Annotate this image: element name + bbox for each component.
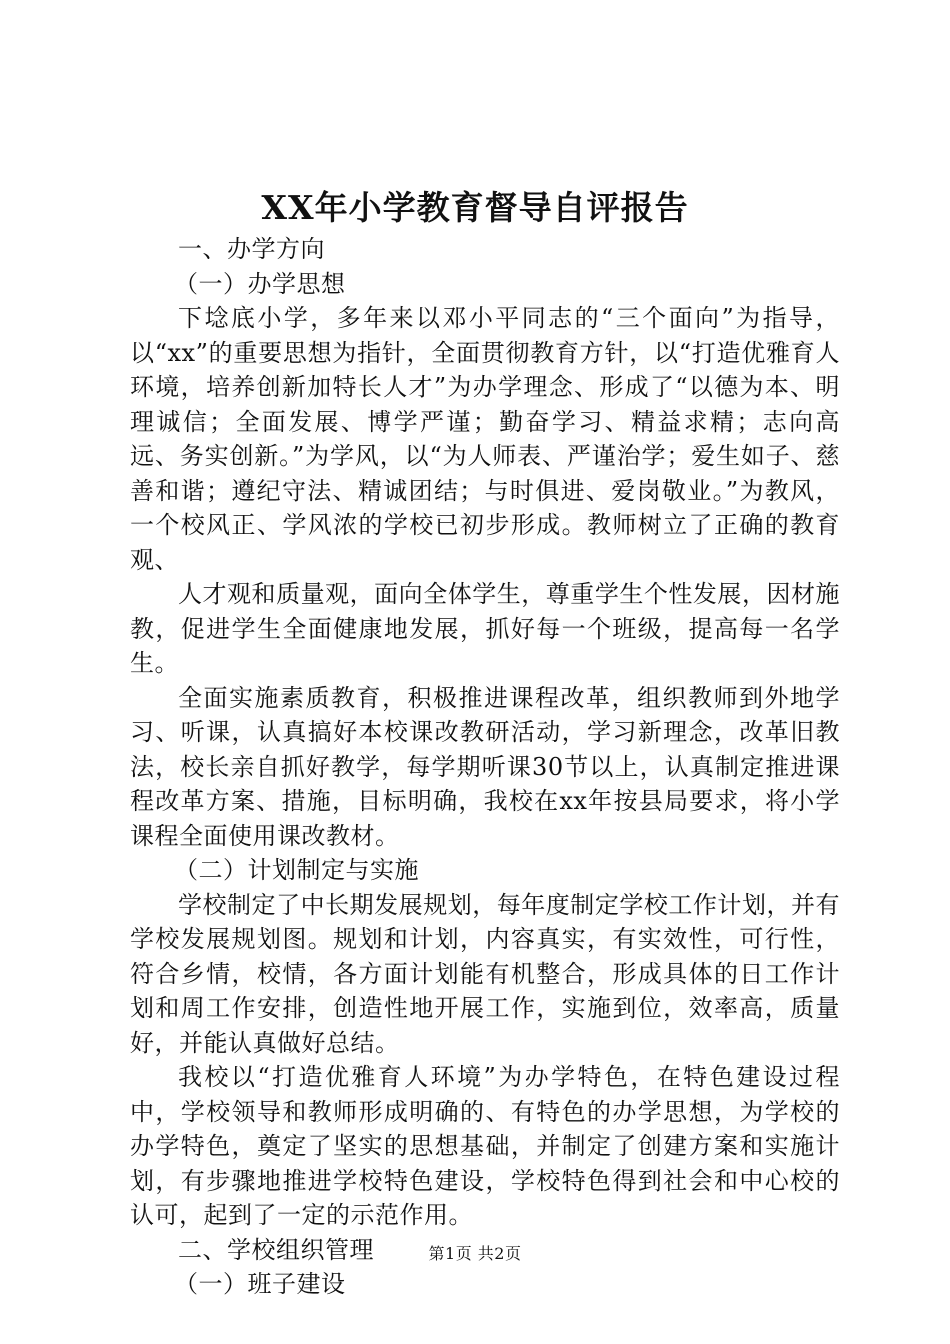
paragraph: 下埝底小学，多年来以邓小平同志的“三个面向”为指导，以“xx”的重要思想为指针，全面贯彻教育方针，以“打造优雅育人环境，培养创新加特长人才”为办学理念、形成了“以德为本、明理诚信；全面发展、博学严谨；勤奋学习、精益求精；志向高远、务实创新。”为学风，以“为人师表、严谨治学；爱生如子、慈善和谐；遵纪守法、精诚团结；与时俱进、爱岗敬业。”为教风，一个校风正、学风浓的学校已初步形成。教师树立了正确的教育观、 (130, 304, 840, 574)
document-body (130, 232, 840, 1302)
paragraph: 人才观和质量观，面向全体学生，尊重学生个性发展，因材施教，促进学生全面健康地发展，抓好每一个班级，提高每一名学生。 (130, 580, 840, 677)
document-title: XX年小学教育督导自评报告 (261, 188, 689, 227)
paragraph: 全面实施素质教育，积极推进课程改革，组织教师到外地学习、听课，认真搞好本校课改教研活动，学习新理念，改革旧教法，校长亲自抓好教学，每学期听课30节以上，认真制定推进课程改革方案、措施，目标明确，我校在xx年按县局要求，将小学课程全面使用课改教材。 (130, 683, 840, 850)
paragraph: 我校以“打造优雅育人环境”为办学特色，在特色建设过程中，学校领导和教师形成明确的、有特色的办学思想，为学校的办学特色，奠定了坚实的思想基础，并制定了创建方案和实施计划，有步骤地推进学校特色建设，学校特色得到社会和中心校的认可，起到了一定的示范作用。 (130, 1063, 840, 1229)
section-heading-1: 一、办学方向 (178, 235, 325, 263)
paragraph: 学校制定了中长期发展规划，每年度制定学校工作计划，并有学校发展规划图。规划和计划，内容真实，有实效性，可行性，符合乡情，校情，各方面计划能有机整合，形成具体的日工作计划和周工作安排，创造性地开展工作，实施到位，效率高，质量好，并能认真做好总结。 (130, 890, 840, 1057)
section-heading-2: 二、学校组织管理 (178, 1235, 374, 1264)
subsection-heading-2: （二）计划制定与实施 (174, 856, 419, 884)
subsection-heading-1: （一）办学思想 (174, 269, 346, 298)
page-footer: 第1页 共2页 (428, 1244, 522, 1263)
subsection-heading-3: （一）班子建设 (174, 1270, 346, 1298)
